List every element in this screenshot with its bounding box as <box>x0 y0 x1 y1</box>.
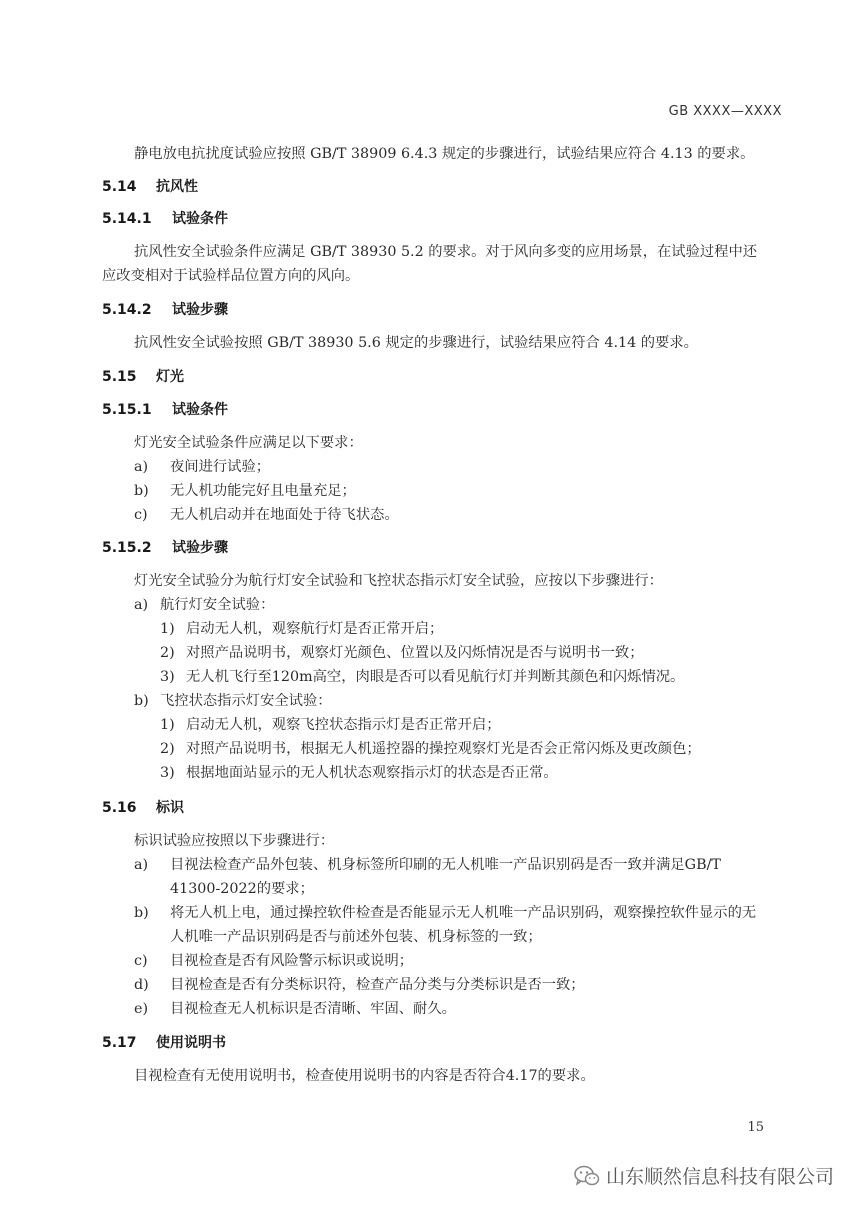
list-item: b) 无人机功能完好且电量充足； <box>134 483 356 499</box>
wechat-watermark <box>574 1162 834 1189</box>
paragraph-wind-steps: 抗风性安全试验按照 GB/T 38930 5.6 规定的步骤进行，试验结果应符合 4.14 的要求。 <box>134 335 698 351</box>
list-item: c) 目视检查是否有风险警示标识或说明； <box>134 953 414 969</box>
section-number: 5.16 <box>102 800 137 816</box>
list-item: c) 无人机启动并在地面处于待飞状态。 <box>134 507 399 523</box>
paragraph-light-steps-intro: 灯光安全试验分为航行灯安全试验和飞控状态指示灯安全试验，应按以下步骤进行： <box>134 573 663 589</box>
section-title: 抗风性 <box>156 179 198 195</box>
list-subitem: 2) 对照产品说明书，根据无人机遥控器的操控观察灯光是否会正常闪烁及更改颜色； <box>160 741 701 757</box>
section-number: 5.14.2 <box>102 302 152 318</box>
section-number: 5.15.2 <box>102 540 152 556</box>
section-number: 5.14.1 <box>102 211 152 227</box>
watermark-text: 山东顺然信息科技有限公司 <box>605 1166 834 1188</box>
heading-5-15 <box>102 366 184 386</box>
section-title: 试验条件 <box>172 211 228 227</box>
paragraph-esd: 静电放电抗扰度试验应按照 GB/T 38909 6.4.3 规定的步骤进行，试验结果应符合 4.13 的要求。 <box>134 146 755 162</box>
list-item: a) 目视法检查产品外包装、机身标签所印刷的无人机唯一产品识别码是否一致并满足GB/T <box>134 857 721 873</box>
section-number: 5.15.1 <box>102 402 152 418</box>
paragraph-light-cond-intro: 灯光安全试验条件应满足以下要求： <box>134 435 363 451</box>
section-title: 使用说明书 <box>156 1035 226 1051</box>
list-item: b) 飞控状态指示灯安全试验： <box>134 693 332 709</box>
heading-5-14 <box>102 176 198 196</box>
paragraph-wind-cond-1: 抗风性安全试验条件应满足 GB/T 38930 5.2 的要求。对于风向多变的应用场景，在试验过程中还 <box>134 244 758 260</box>
heading-5-17 <box>102 1032 226 1052</box>
section-title: 标识 <box>156 800 184 816</box>
list-subitem: 3) 根据地面站显示的无人机状态观察指示灯的状态是否正常。 <box>160 765 558 781</box>
list-subitem: 3) 无人机飞行至120m高空，肉眼是否可以看见航行灯并判断其颜色和闪烁情况。 <box>160 669 685 685</box>
heading-5-15-1 <box>102 399 228 419</box>
list-item: a) 航行灯安全试验： <box>134 597 275 613</box>
section-title: 试验步骤 <box>172 540 228 556</box>
list-item: d) 目视检查是否有分类标识符，检查产品分类与分类标识是否一致； <box>134 977 585 993</box>
heading-5-14-1 <box>102 208 228 228</box>
list-subitem: 1) 启动无人机，观察飞控状态指示灯是否正常开启； <box>160 717 501 733</box>
list-item: e) 目视检查无人机标识是否清晰、牢固、耐久。 <box>134 1001 456 1017</box>
standard-id: GB XXXX—XXXX <box>668 104 782 119</box>
section-number: 5.17 <box>102 1035 137 1051</box>
section-number: 5.15 <box>102 369 137 385</box>
paragraph-wind-cond-2: 应改变相对于试验样品位置方向的风向。 <box>102 268 360 284</box>
section-title: 灯光 <box>156 369 184 385</box>
paragraph-manual: 目视检查有无使用说明书，检查使用说明书的内容是否符合4.17的要求。 <box>134 1068 595 1084</box>
section-number: 5.14 <box>102 179 137 195</box>
paragraph-id-intro: 标识试验应按照以下步骤进行： <box>134 833 335 849</box>
page-number: 15 <box>747 1120 764 1135</box>
list-item-continuation: 41300-2022的要求； <box>170 881 314 897</box>
list-subitem: 1) 启动无人机，观察航行灯是否正常开启； <box>160 621 444 637</box>
heading-5-15-2 <box>102 537 228 557</box>
heading-5-16 <box>102 797 184 817</box>
wechat-icon <box>574 1165 600 1187</box>
list-item: b) 将无人机上电，通过操控软件检查是否能显示无人机唯一产品识别码，观察操控软件显示的无 <box>134 905 757 921</box>
list-item: a) 夜间进行试验； <box>134 459 271 475</box>
list-item-continuation: 人机唯一产品识别码是否与前述外包装、机身标签的一致； <box>170 929 542 945</box>
list-subitem: 2) 对照产品说明书，观察灯光颜色、位置以及闪烁情况是否与说明书一致； <box>160 645 644 661</box>
section-title: 试验步骤 <box>172 302 228 318</box>
section-title: 试验条件 <box>172 402 228 418</box>
heading-5-14-2 <box>102 299 228 319</box>
